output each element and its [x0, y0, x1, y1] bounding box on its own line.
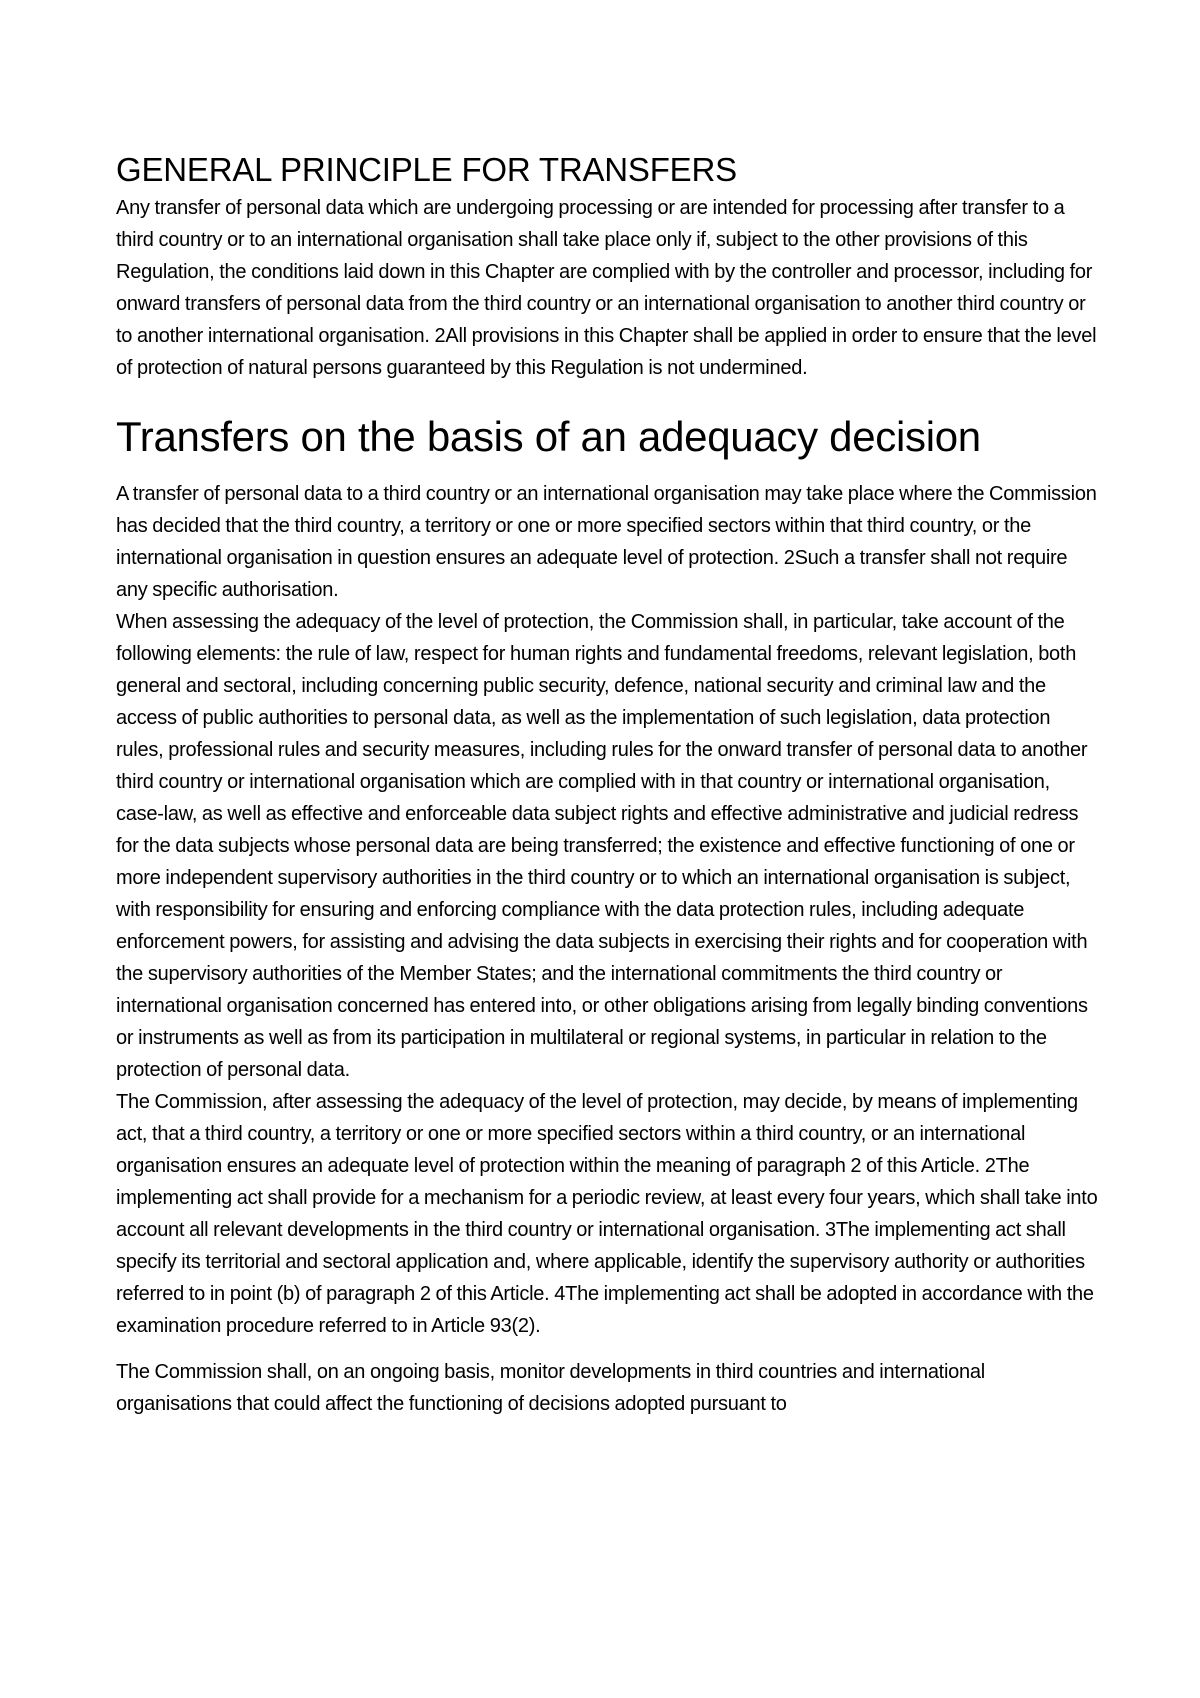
paragraph-adequacy-4: The Commission shall, on an ongoing basis, monitor developments in third countries and international organisations that could affect the functioning of decisions adopted pursuant to [116, 1361, 985, 1415]
paragraph-general-principle: Any transfer of personal data which are undergoing processing or are intended for processing after transfer to a third country or to an international organisation shall take place only if, subject to the other provisions of this Regulation, the conditions laid down in this Chapter are complied with by the controller and processor, including for onward transfers of personal data from the third country or an international organisation to another third country or to another international organisation. 2All provisions in this Chapter shall be applied in order to ensure that the level of protection of natural persons guaranteed by this Regulation is not undermined. [116, 197, 1097, 379]
document-body [116, 150, 1098, 1420]
heading-adequacy-decision: Transfers on the basis of an adequacy decision [116, 413, 981, 460]
paragraph-adequacy-3: The Commission, after assessing the adequacy of the level of protection, may decide, by means of implementing act, that a third country, a territory or one or more specified sectors within a third country, or an international organisation ensures an adequate level of protection within the meaning of paragraph 2 of this Article. 2The implementing act shall provide for a mechanism for a periodic review, at least every four years, which shall take into account all relevant developments in the third country or international organisation. 3The implementing act shall specify its territorial and sectoral application and, where applicable, identify the supervisory authority or authorities referred to in point (b) of paragraph 2 of this Article. 4The implementing act shall be adopted in accordance with the examination procedure referred to in Article 93(2). [116, 1091, 1098, 1337]
heading-general-principle: GENERAL PRINCIPLE FOR TRANSFERS [116, 151, 737, 188]
paragraph-adequacy-1: A transfer of personal data to a third country or an international organisation may take place where the Commission has decided that the third country, a territory or one or more specified sectors within that third country, or the international organisation in question ensures an adequate level of protection. 2Such a transfer shall not require any specific authorisation. [116, 483, 1097, 601]
paragraph-adequacy-2: When assessing the adequacy of the level of protection, the Commission shall, in particular, take account of the following elements: the rule of law, respect for human rights and fundamental freedoms, relevant legislation, both general and sectoral, including concerning public security, defence, national security and criminal law and the access of public authorities to personal data, as well as the implementation of such legislation, data protection rules, professional rules and security measures, including rules for the onward transfer of personal data to another third country or international organisation which are complied with in that country or international organisation, case-law, as well as effective and enforceable data subject rights and effective administrative and judicial redress for the data subjects whose personal data are being transferred; the existence and effective functioning of one or more independent supervisory authorities in the third country or to which an international organisation is subject, with responsibility for ensuring and enforcing compliance with the data protection rules, including adequate enforcement powers, for assisting and advising the data subjects in exercising their rights and for cooperation with the supervisory authorities of the Member States; and the international commitments the third country or international organisation concerned has entered into, or other obligations arising from legally binding conventions or instruments as well as from its participation in multilateral or regional systems, in particular in relation to the protection of personal data. [116, 611, 1088, 1081]
